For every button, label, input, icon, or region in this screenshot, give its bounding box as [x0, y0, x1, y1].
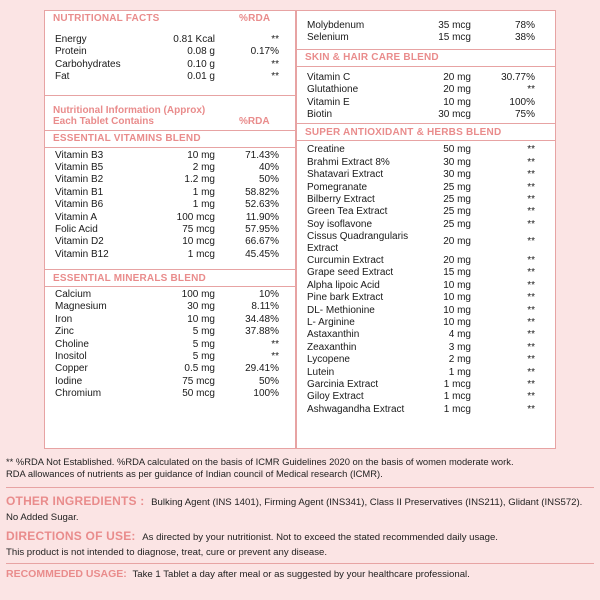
- nutrient-name: Vitamin E: [307, 96, 350, 108]
- nutrient-name: Energy: [55, 34, 87, 45]
- nutrient-amount: 1 mcg: [443, 378, 471, 390]
- nutrient-amount: 100 mcg: [176, 211, 215, 223]
- nutrient-rda: **: [271, 351, 279, 363]
- nutrient-rda: **: [527, 236, 535, 248]
- nutrient-rda: **: [527, 403, 535, 415]
- nutrient-amount: 25 mg: [443, 206, 471, 218]
- nutrient-row: [307, 280, 555, 292]
- nutrient-name: Vitamin B2: [55, 174, 104, 186]
- nutrient-rda: **: [527, 279, 535, 291]
- nutrient-row: [307, 144, 555, 156]
- nutrient-name: Choline: [55, 338, 89, 350]
- nutrient-amount: 10 mcg: [182, 236, 215, 248]
- nutrient-amount: 10 mg: [443, 96, 471, 108]
- usage-text: Take 1 Tablet a day after meal or as suggested by your healthcare professional.: [132, 569, 470, 580]
- nutrient-name: Protein: [55, 46, 87, 58]
- nutrient-row: [55, 363, 295, 375]
- nutrient-row: [307, 84, 555, 96]
- nutrient-amount: 100 mg: [181, 289, 215, 301]
- nutrient-amount: 10 mg: [443, 279, 471, 291]
- footnote-line2: RDA allowances of nutrients as per guidance of Indian council of Medical research (ICMR).: [6, 468, 383, 479]
- nutrient-name: Folic Acid: [55, 223, 98, 235]
- nutrient-amount: 30 mcg: [438, 108, 471, 120]
- nutrient-row: [55, 339, 295, 351]
- nutrient-name: Iron: [55, 313, 73, 325]
- skin-hair-rows: [297, 67, 555, 122]
- nutrient-amount: 1.2 mg: [184, 174, 215, 186]
- nutrient-rda: **: [527, 329, 535, 341]
- right-nutrition-panel: [296, 10, 556, 449]
- nutrient-name: Vitamin D2: [55, 236, 104, 248]
- nutrient-row: [55, 236, 295, 248]
- nutrient-row: [307, 169, 555, 181]
- antioxidant-header: [297, 123, 555, 141]
- nutrient-row: [307, 255, 555, 267]
- spacer: [45, 261, 295, 269]
- nutrient-name: Vitamin B3: [55, 149, 104, 161]
- nutrient-amount: 5 mg: [192, 351, 215, 363]
- nutrient-row: [55, 199, 295, 211]
- nutrient-amount: 30 mg: [443, 156, 471, 168]
- nutrient-name: Inositol: [55, 351, 87, 363]
- nutrient-name: Creatine: [307, 144, 345, 156]
- nutrient-rda: 45.45%: [245, 248, 279, 260]
- nutrient-name: Cissus Quadrangularis Extract: [307, 231, 409, 254]
- nutrient-row: [307, 292, 555, 304]
- nutritional-facts-title: NUTRITIONAL FACTS: [53, 13, 160, 24]
- nutrient-rda: **: [271, 34, 279, 45]
- usage-label: RECOMMEDED USAGE:: [6, 568, 127, 580]
- nutrient-amount: 20 mg: [443, 84, 471, 96]
- nutrient-amount: 75 mcg: [182, 375, 215, 387]
- nutrient-rda: **: [527, 206, 535, 218]
- nutrient-amount: 10 mg: [443, 304, 471, 316]
- nutrient-row: [55, 150, 295, 162]
- nutrient-amount: 25 mg: [443, 193, 471, 205]
- antioxidant-title: SUPER ANTIOXIDANT & HERBS BLEND: [305, 126, 502, 138]
- vitamins-title: ESSENTIAL VITAMINS BLEND: [53, 133, 201, 145]
- nutrient-row: [55, 187, 295, 199]
- nutrient-name: Vitamin B12: [55, 248, 109, 260]
- other-ingredients-label: OTHER INGREDIENTS :: [6, 494, 145, 508]
- nutrient-row: [307, 379, 555, 391]
- nutrient-name: Chromium: [55, 388, 102, 400]
- nutrient-row: [55, 46, 295, 58]
- nutrient-name: Zeaxanthin: [307, 341, 357, 353]
- nutrient-name: Shatavari Extract: [307, 169, 384, 181]
- disclaimer: This product is not intended to diagnose, treat, cure or prevent any disease.: [6, 547, 328, 558]
- nutrient-row: [307, 231, 555, 255]
- footnote-line1: ** %RDA Not Established. %RDA calculated on the basis of ICMR Guidelines 2020 on the basis of women moderate work.: [6, 456, 514, 467]
- nutrient-row: [307, 391, 555, 403]
- nutrient-amount: 2 mg: [192, 161, 215, 173]
- nutrient-rda: **: [527, 317, 535, 329]
- nutritional-facts-rows: [45, 26, 295, 84]
- nutrient-row: [55, 59, 295, 71]
- nutrient-row: [55, 212, 295, 224]
- nutrient-row: [55, 224, 295, 236]
- nutrient-rda: **: [527, 354, 535, 366]
- nutrient-row: [307, 267, 555, 279]
- nutrient-amount: 10 mg: [187, 313, 215, 325]
- nutrient-name: Iodine: [55, 375, 83, 387]
- nutrient-rda: 75%: [514, 108, 535, 120]
- nutrient-row: [55, 388, 295, 400]
- nutrient-rda: **: [527, 366, 535, 378]
- minerals-title: ESSENTIAL MINERALS BLEND: [53, 272, 206, 284]
- vitamins-rows: [45, 148, 295, 262]
- nutrient-amount: 0.81 Kcal: [173, 34, 215, 45]
- nutrient-row: [307, 367, 555, 379]
- nutrient-name: Soy isoflavone: [307, 218, 373, 230]
- nutrient-row: [55, 162, 295, 174]
- nutrient-row: [307, 206, 555, 218]
- nutrient-amount: 15 mg: [443, 267, 471, 279]
- nutrient-amount: 10 mg: [443, 317, 471, 329]
- nutritional-info-heading: [45, 95, 295, 127]
- nutrient-row: [307, 20, 555, 32]
- nutrient-row: [307, 194, 555, 206]
- nutrient-rda: 71.43%: [245, 149, 279, 161]
- nutrient-rda: 34.48%: [245, 313, 279, 325]
- nutrient-rda: 29.41%: [245, 363, 279, 375]
- nutrient-name: Green Tea Extract: [307, 206, 388, 218]
- nutrient-name: Copper: [55, 363, 88, 375]
- nutrient-name: Vitamin C: [307, 71, 351, 83]
- nutrient-amount: 25 mg: [443, 218, 471, 230]
- nutrient-rda: **: [271, 338, 279, 350]
- nutrient-row: [55, 289, 295, 301]
- nutrient-row: [307, 404, 555, 416]
- nutrient-name: Zinc: [55, 326, 74, 338]
- nutrient-name: Pomegranate: [307, 181, 368, 193]
- trace-minerals-rows: [297, 11, 555, 45]
- nutrient-rda: **: [527, 267, 535, 279]
- nutrient-rda: 40%: [258, 161, 279, 173]
- nutrient-rda: **: [527, 391, 535, 403]
- directions-block: [6, 529, 596, 558]
- nutrient-amount: 3 mg: [448, 341, 471, 353]
- nutrient-rda: 52.63%: [245, 199, 279, 211]
- nutrient-amount: 1 mcg: [443, 391, 471, 403]
- nutrient-name: Vitamin B1: [55, 186, 104, 198]
- usage-block: [6, 568, 596, 580]
- nutrient-amount: 0.01 g: [187, 71, 215, 83]
- nutrient-amount: 50 mg: [443, 144, 471, 156]
- nutritional-info-rda-header: %RDA: [239, 115, 270, 127]
- nutrient-row: [55, 174, 295, 186]
- nutrient-row: [55, 326, 295, 338]
- spacer: [45, 84, 295, 95]
- nutrient-rda: 10%: [258, 289, 279, 301]
- nutrient-rda: **: [527, 156, 535, 168]
- directions-label: DIRECTIONS OF USE:: [6, 529, 136, 543]
- nutrient-amount: 50 mcg: [182, 388, 215, 400]
- nutrient-rda: 50%: [258, 174, 279, 186]
- nutrient-row: [307, 305, 555, 317]
- nutrient-rda: 11.90%: [245, 211, 279, 223]
- nutrient-amount: 4 mg: [448, 329, 471, 341]
- nutrient-rda: **: [527, 169, 535, 181]
- divider: [6, 563, 594, 564]
- nutrient-name: Bilberry Extract: [307, 193, 375, 205]
- nutrient-name: Garcinia Extract: [307, 378, 379, 390]
- nutrient-amount: 30 mg: [443, 169, 471, 181]
- nutritional-info-line2: Each Tablet Contains: [53, 115, 154, 127]
- nutrient-name: Magnesium: [55, 301, 107, 313]
- nutritional-facts-header: [45, 11, 295, 26]
- rda-footnotes: [6, 456, 596, 480]
- nutritional-info-line1: Nutritional Information (Approx): [53, 104, 206, 116]
- nutrient-rda: **: [527, 378, 535, 390]
- nutrient-rda: 50%: [258, 375, 279, 387]
- nutrient-rda: **: [527, 181, 535, 193]
- nutrient-row: [307, 157, 555, 169]
- nutrient-amount: 1 mg: [448, 366, 471, 378]
- nutrient-rda: **: [527, 84, 535, 96]
- nutrient-amount: 20 mg: [443, 255, 471, 267]
- other-ingredients-text: Bulking Agent (INS 1401), Firming Agent (INS341), Class II Preservatives (INS211), Glidant (INS572).: [151, 497, 583, 508]
- nutrient-row: [307, 182, 555, 194]
- nutrient-rda: 30.77%: [501, 71, 535, 83]
- no-added-sugar: No Added Sugar.: [6, 512, 79, 523]
- nutrient-rda: 66.67%: [245, 236, 279, 248]
- nutrient-amount: 75 mcg: [182, 223, 215, 235]
- nutrient-row: [307, 32, 555, 44]
- nutrient-amount: 35 mcg: [438, 20, 471, 31]
- nutrient-amount: 2 mg: [448, 354, 471, 366]
- nutrient-name: Curcumin Extract: [307, 255, 384, 267]
- nutrient-name: Biotin: [307, 108, 333, 120]
- nutrient-amount: 1 mg: [192, 199, 215, 211]
- nutrient-amount: 1 mg: [192, 186, 215, 198]
- nutrient-row: [307, 317, 555, 329]
- nutrient-name: Vitamin B6: [55, 199, 104, 211]
- nutrient-name: Alpha lipoic Acid: [307, 279, 380, 291]
- nutrient-name: Grape seed Extract: [307, 267, 394, 279]
- nutrient-amount: 5 mg: [192, 326, 215, 338]
- nutrient-name: Astaxanthin: [307, 329, 360, 341]
- nutrient-amount: 0.08 g: [187, 46, 215, 58]
- nutrient-row: [55, 351, 295, 363]
- nutrient-row: [55, 301, 295, 313]
- nutrient-amount: 20 mg: [443, 236, 471, 248]
- nutrient-row: [307, 219, 555, 231]
- nutrient-amount: 30 mg: [187, 301, 215, 313]
- nutrient-row: [307, 72, 555, 84]
- divider: [6, 487, 594, 488]
- rda-column-header: %RDA: [239, 13, 271, 24]
- nutrient-row: [55, 71, 295, 83]
- nutrient-name: Glutathione: [307, 84, 359, 96]
- nutrient-name: Calcium: [55, 289, 92, 301]
- skin-hair-header: [297, 49, 555, 67]
- nutrient-name: Selenium: [307, 32, 349, 44]
- nutrient-rda: 0.17%: [250, 46, 279, 58]
- nutrient-name: DL- Methionine: [307, 304, 375, 316]
- nutrient-row: [55, 314, 295, 326]
- nutrient-rda: **: [271, 58, 279, 70]
- nutrient-name: Molybdenum: [307, 20, 365, 31]
- nutrient-rda: **: [527, 193, 535, 205]
- nutrient-amount: 10 mg: [443, 292, 471, 304]
- nutrient-name: Lycopene: [307, 354, 350, 366]
- nutrient-rda: **: [271, 71, 279, 83]
- left-nutrition-panel: [44, 10, 296, 449]
- nutrient-name: Fat: [55, 71, 70, 83]
- nutrient-name: L- Arginine: [307, 317, 355, 329]
- nutrient-name: Brahmi Extract 8%: [307, 156, 390, 168]
- nutrient-rda: 38%: [514, 32, 535, 44]
- nutrient-name: Lutein: [307, 366, 335, 378]
- nutrient-rda: **: [527, 255, 535, 267]
- nutrient-amount: 1 mcg: [443, 403, 471, 415]
- nutrient-rda: **: [527, 144, 535, 156]
- nutrient-rda: 100%: [253, 388, 279, 400]
- nutrient-row: [307, 97, 555, 109]
- nutrient-row: [55, 249, 295, 261]
- nutrient-rda: 58.82%: [245, 186, 279, 198]
- nutrient-name: Carbohydrates: [55, 58, 121, 70]
- skin-hair-title: SKIN & HAIR CARE BLEND: [305, 52, 439, 64]
- other-ingredients-block: [6, 494, 596, 523]
- nutrient-amount: 25 mg: [443, 181, 471, 193]
- nutrient-rda: **: [527, 218, 535, 230]
- nutrient-row: [307, 354, 555, 366]
- nutrient-rda: 37.88%: [245, 326, 279, 338]
- nutrient-amount: 15 mcg: [438, 32, 471, 44]
- nutrient-name: Vitamin A: [55, 211, 98, 223]
- nutrient-rda: **: [527, 341, 535, 353]
- nutrient-name: Ashwagandha Extract: [307, 403, 405, 415]
- nutrient-amount: 10 mg: [187, 149, 215, 161]
- nutrient-row: [307, 342, 555, 354]
- nutrient-rda: 100%: [509, 96, 535, 108]
- vitamins-header: [45, 130, 295, 148]
- nutrient-name: Pine bark Extract: [307, 292, 384, 304]
- minerals-header: [45, 269, 295, 287]
- nutrient-amount: 1 mcg: [187, 248, 215, 260]
- nutrient-row: [55, 34, 295, 46]
- nutrient-row: [307, 329, 555, 341]
- nutrient-rda: **: [527, 304, 535, 316]
- nutrient-amount: 20 mg: [443, 71, 471, 83]
- nutrient-amount: 0.5 mg: [184, 363, 215, 375]
- nutrient-row: [55, 376, 295, 388]
- nutrient-rda: 78%: [514, 20, 535, 31]
- directions-text: As directed by your nutritionist. Not to exceed the stated recommended daily usage.: [142, 532, 498, 543]
- antioxidant-rows: [297, 141, 555, 416]
- minerals-rows: [45, 287, 295, 401]
- nutrient-row: [307, 109, 555, 121]
- nutrient-name: Vitamin B5: [55, 161, 104, 173]
- nutrient-rda: 57.95%: [245, 223, 279, 235]
- nutrient-amount: 0.10 g: [187, 58, 215, 70]
- nutrient-amount: 5 mg: [192, 338, 215, 350]
- nutrient-rda: **: [527, 292, 535, 304]
- nutrient-name: Giloy Extract: [307, 391, 364, 403]
- nutrient-rda: 8.11%: [251, 301, 279, 313]
